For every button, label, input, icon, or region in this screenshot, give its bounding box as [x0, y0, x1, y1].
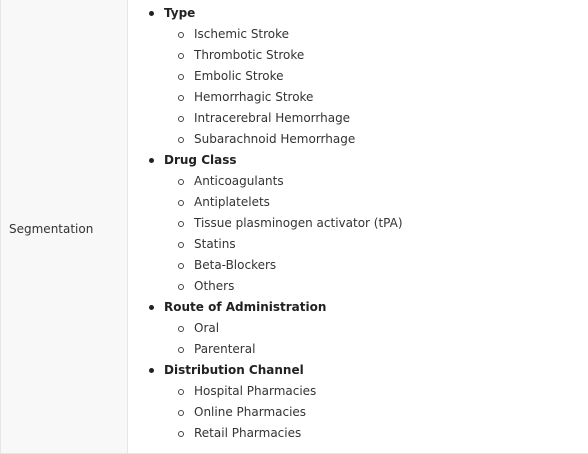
segment-item-list: [128, 171, 403, 297]
segment-item: [128, 171, 403, 192]
segment-item-label: Thrombotic Stroke: [194, 48, 305, 62]
segment-category-label: Type: [164, 6, 196, 20]
bullet-disc-icon: [149, 368, 154, 373]
segment-item-label: Tissue plasminogen activator (tPA): [194, 216, 403, 230]
segment-item: [128, 129, 403, 150]
segment-item: [128, 24, 403, 45]
segment-item: [128, 402, 403, 423]
segment-category-label: Distribution Channel: [164, 363, 304, 377]
segment-category-label: Drug Class: [164, 153, 237, 167]
bullet-circle-icon: [178, 389, 184, 395]
bullet-circle-icon: [178, 32, 184, 38]
segment-group: [128, 297, 403, 360]
segment-item-label: Hospital Pharmacies: [194, 384, 317, 398]
bullet-circle-icon: [178, 53, 184, 59]
segment-item: [128, 318, 403, 339]
segment-item-label: Subarachnoid Hemorrhage: [194, 132, 356, 146]
segment-item-label: Others: [194, 279, 235, 293]
segment-item: [128, 276, 403, 297]
bullet-circle-icon: [178, 95, 184, 101]
bullet-circle-icon: [178, 179, 184, 185]
segment-item-label: Intracerebral Hemorrhage: [194, 111, 351, 125]
bullet-circle-icon: [178, 74, 184, 80]
segment-group: [128, 150, 403, 297]
bullet-disc-icon: [149, 158, 154, 163]
segment-item-label: Retail Pharmacies: [194, 426, 302, 440]
segment-item: [128, 234, 403, 255]
segment-category-label: Route of Administration: [164, 300, 327, 314]
segment-category: [128, 360, 403, 381]
bullet-disc-icon: [149, 11, 154, 16]
bullet-circle-icon: [178, 410, 184, 416]
segment-item-label: Antiplatelets: [194, 195, 270, 209]
row-label: Segmentation: [9, 221, 94, 236]
bullet-circle-icon: [178, 284, 184, 290]
segment-item: [128, 255, 403, 276]
segment-item-label: Hemorrhagic Stroke: [194, 90, 314, 104]
bullet-disc-icon: [149, 305, 154, 310]
segment-group: [128, 3, 403, 150]
segment-item: [128, 381, 403, 402]
segment-list: [128, 3, 403, 444]
segment-item-label: Anticoagulants: [194, 174, 284, 188]
bullet-circle-icon: [178, 242, 184, 248]
segment-item-list: [128, 318, 403, 360]
segment-item-label: Embolic Stroke: [194, 69, 284, 83]
bullet-circle-icon: [178, 263, 184, 269]
segment-item-label: Ischemic Stroke: [194, 27, 290, 41]
segment-group: [128, 360, 403, 444]
bullet-circle-icon: [178, 137, 184, 143]
bullet-circle-icon: [178, 221, 184, 227]
bullet-circle-icon: [178, 347, 184, 353]
segment-item: [128, 66, 403, 87]
segment-list-cell: [128, 0, 588, 453]
bullet-circle-icon: [178, 431, 184, 437]
segment-item-label: Beta-Blockers: [194, 258, 277, 272]
bullet-circle-icon: [178, 116, 184, 122]
segment-item-label: Oral: [194, 321, 220, 335]
segment-category: [128, 150, 403, 171]
segment-item-label: Online Pharmacies: [194, 405, 307, 419]
bullet-circle-icon: [178, 326, 184, 332]
bullet-circle-icon: [178, 200, 184, 206]
row-label-cell: [0, 0, 128, 453]
segment-item-label: Parenteral: [194, 342, 256, 356]
segment-item: [128, 108, 403, 129]
segment-item-list: [128, 24, 403, 150]
segment-item: [128, 423, 403, 444]
segment-item-label: Statins: [194, 237, 236, 251]
segment-category: [128, 297, 403, 318]
segment-category: [128, 3, 403, 24]
segment-item: [128, 45, 403, 66]
segment-item: [128, 339, 403, 360]
segment-item-list: [128, 381, 403, 444]
segment-item: [128, 213, 403, 234]
segment-item: [128, 192, 403, 213]
segment-item: [128, 87, 403, 108]
